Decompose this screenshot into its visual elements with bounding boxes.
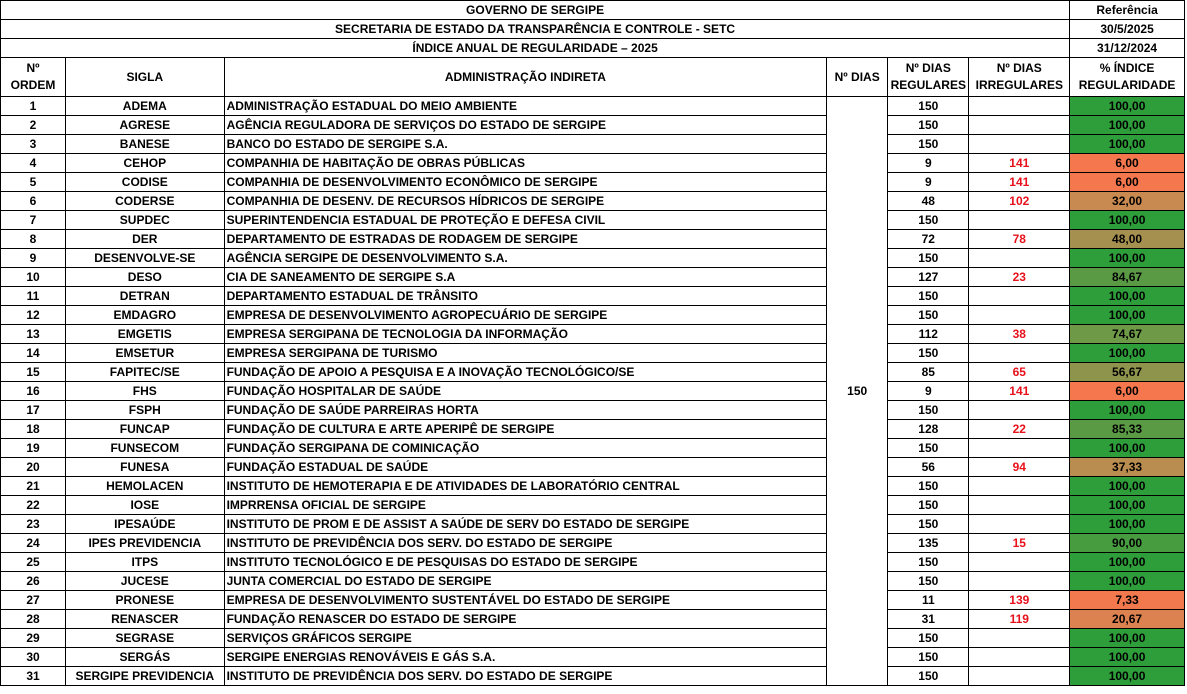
row-admin-name: SUPERINTENDENCIA ESTADUAL DE PROTEÇÃO E DEFESA CIVIL	[224, 211, 827, 230]
row-irregular-days	[969, 496, 1070, 515]
table-row	[1, 249, 1185, 268]
row-irregular-days: 119	[969, 610, 1070, 629]
table-row	[1, 553, 1185, 572]
total-days-cell: 150	[827, 97, 888, 686]
row-admin-name: FUNDAÇÃO DE APOIO A PESQUISA E A INOVAÇÃO TECNOLÓGICO/SE	[224, 363, 827, 382]
row-irregular-days: 15	[969, 534, 1070, 553]
row-index-value: 90,00	[1070, 534, 1185, 553]
row-sigla: SERGÁS	[66, 648, 225, 667]
row-admin-name: FUNDAÇÃO ESTADUAL DE SAÚDE	[224, 458, 827, 477]
row-ordem: 13	[1, 325, 66, 344]
table-row	[1, 344, 1185, 363]
row-regular-days: 150	[888, 211, 969, 230]
row-ordem: 6	[1, 192, 66, 211]
row-admin-name: SERVIÇOS GRÁFICOS SERGIPE	[224, 629, 827, 648]
row-admin-name: FUNDAÇÃO RENASCER DO ESTADO DE SERGIPE	[224, 610, 827, 629]
table-row	[1, 306, 1185, 325]
row-irregular-days: 22	[969, 420, 1070, 439]
table-row	[1, 287, 1185, 306]
row-regular-days: 150	[888, 249, 969, 268]
row-ordem: 26	[1, 572, 66, 591]
table-row	[1, 534, 1185, 553]
row-ordem: 23	[1, 515, 66, 534]
table-row	[1, 572, 1185, 591]
row-index-value: 100,00	[1070, 667, 1185, 686]
header-row-2	[1, 20, 1185, 39]
row-sigla: AGRESE	[66, 116, 225, 135]
row-index-value: 6,00	[1070, 173, 1185, 192]
row-regular-days: 11	[888, 591, 969, 610]
row-irregular-days: 65	[969, 363, 1070, 382]
row-sigla: DESENVOLVE-SE	[66, 249, 225, 268]
table-row	[1, 439, 1185, 458]
row-index-value: 100,00	[1070, 629, 1185, 648]
row-ordem: 16	[1, 382, 66, 401]
row-sigla: BANESE	[66, 135, 225, 154]
row-regular-days: 9	[888, 173, 969, 192]
column-header-row	[1, 58, 1185, 97]
row-index-value: 37,33	[1070, 458, 1185, 477]
row-sigla: SUPDEC	[66, 211, 225, 230]
row-sigla: ITPS	[66, 553, 225, 572]
row-regular-days: 56	[888, 458, 969, 477]
header-government: GOVERNO DE SERGIPE	[1, 1, 1070, 20]
row-regular-days: 150	[888, 477, 969, 496]
row-regular-days: 150	[888, 287, 969, 306]
table-row	[1, 230, 1185, 249]
table-row	[1, 591, 1185, 610]
row-ordem: 7	[1, 211, 66, 230]
table-row	[1, 325, 1185, 344]
table-row	[1, 515, 1185, 534]
header-row-3	[1, 39, 1185, 58]
row-sigla: FUNCAP	[66, 420, 225, 439]
row-admin-name: AGÊNCIA REGULADORA DE SERVIÇOS DO ESTADO DE SERGIPE	[224, 116, 827, 135]
row-ordem: 15	[1, 363, 66, 382]
row-irregular-days	[969, 648, 1070, 667]
row-ordem: 28	[1, 610, 66, 629]
row-irregular-days	[969, 344, 1070, 363]
row-ordem: 17	[1, 401, 66, 420]
row-regular-days: 150	[888, 306, 969, 325]
row-ordem: 2	[1, 116, 66, 135]
row-irregular-days: 141	[969, 173, 1070, 192]
row-irregular-days	[969, 553, 1070, 572]
row-irregular-days	[969, 287, 1070, 306]
row-index-value: 74,67	[1070, 325, 1185, 344]
row-admin-name: CIA DE SANEAMENTO DE SERGIPE S.A	[224, 268, 827, 287]
table-row	[1, 192, 1185, 211]
row-regular-days: 150	[888, 344, 969, 363]
row-index-value: 100,00	[1070, 572, 1185, 591]
table-row	[1, 382, 1185, 401]
row-irregular-days	[969, 515, 1070, 534]
row-irregular-days: 102	[969, 192, 1070, 211]
row-irregular-days: 139	[969, 591, 1070, 610]
row-admin-name: FUNDAÇÃO DE CULTURA E ARTE APERIPÊ DE SERGIPE	[224, 420, 827, 439]
row-ordem: 31	[1, 667, 66, 686]
row-irregular-days: 141	[969, 154, 1070, 173]
row-regular-days: 150	[888, 439, 969, 458]
row-admin-name: INSTITUTO DE PREVIDÊNCIA DOS SERV. DO ESTADO DE SERGIPE	[224, 667, 827, 686]
row-regular-days: 128	[888, 420, 969, 439]
table-row	[1, 420, 1185, 439]
row-irregular-days	[969, 97, 1070, 116]
row-admin-name: INSTITUTO DE PROM E DE ASSIST A SAÚDE DE SERV DO ESTADO DE SERGIPE	[224, 515, 827, 534]
row-admin-name: DEPARTAMENTO ESTADUAL DE TRÂNSITO	[224, 287, 827, 306]
table-row	[1, 268, 1185, 287]
row-ordem: 10	[1, 268, 66, 287]
row-index-value: 100,00	[1070, 439, 1185, 458]
row-irregular-days	[969, 667, 1070, 686]
row-regular-days: 9	[888, 154, 969, 173]
row-admin-name: EMPRESA DE DESENVOLVIMENTO AGROPECUÁRIO DE SERGIPE	[224, 306, 827, 325]
row-admin-name: INSTITUTO DE HEMOTERAPIA E DE ATIVIDADES DE LABORATÓRIO CENTRAL	[224, 477, 827, 496]
reference-date-1: 30/5/2025	[1070, 20, 1185, 39]
row-regular-days: 48	[888, 192, 969, 211]
row-sigla: IPESAÚDE	[66, 515, 225, 534]
row-irregular-days	[969, 572, 1070, 591]
row-ordem: 24	[1, 534, 66, 553]
row-admin-name: EMPRESA DE DESENVOLVIMENTO SUSTENTÁVEL DO ESTADO DE SERGIPE	[224, 591, 827, 610]
row-regular-days: 150	[888, 553, 969, 572]
row-index-value: 100,00	[1070, 401, 1185, 420]
row-irregular-days: 78	[969, 230, 1070, 249]
row-admin-name: INSTITUTO TECNOLÓGICO E DE PESQUISAS DO ESTADO DE SERGIPE	[224, 553, 827, 572]
row-sigla: DESO	[66, 268, 225, 287]
row-index-value: 84,67	[1070, 268, 1185, 287]
row-index-value: 100,00	[1070, 344, 1185, 363]
row-ordem: 21	[1, 477, 66, 496]
row-regular-days: 150	[888, 515, 969, 534]
col-header-dias: Nº DIAS	[827, 58, 888, 97]
table-row	[1, 173, 1185, 192]
row-admin-name: COMPANHIA DE DESENV. DE RECURSOS HÍDRICOS DE SERGIPE	[224, 192, 827, 211]
row-sigla: CODISE	[66, 173, 225, 192]
row-admin-name: EMPRESA SERGIPANA DE TECNOLOGIA DA INFORMAÇÃO	[224, 325, 827, 344]
row-index-value: 100,00	[1070, 97, 1185, 116]
table-row	[1, 363, 1185, 382]
row-irregular-days	[969, 629, 1070, 648]
row-index-value: 100,00	[1070, 553, 1185, 572]
row-ordem: 27	[1, 591, 66, 610]
row-regular-days: 150	[888, 648, 969, 667]
row-sigla: FHS	[66, 382, 225, 401]
row-regular-days: 150	[888, 667, 969, 686]
row-index-value: 85,33	[1070, 420, 1185, 439]
row-admin-name: EMPRESA SERGIPANA DE TURISMO	[224, 344, 827, 363]
reference-date-2: 31/12/2024	[1070, 39, 1185, 58]
row-index-value: 100,00	[1070, 287, 1185, 306]
row-index-value: 7,33	[1070, 591, 1185, 610]
row-index-value: 100,00	[1070, 496, 1185, 515]
row-admin-name: IMPRRENSA OFICIAL DE SERGIPE	[224, 496, 827, 515]
row-ordem: 29	[1, 629, 66, 648]
row-sigla: IOSE	[66, 496, 225, 515]
table-row	[1, 116, 1185, 135]
table-row	[1, 97, 1185, 116]
row-admin-name: COMPANHIA DE DESENVOLVIMENTO ECONÔMICO DE SERGIPE	[224, 173, 827, 192]
row-ordem: 20	[1, 458, 66, 477]
row-index-value: 48,00	[1070, 230, 1185, 249]
row-irregular-days: 141	[969, 382, 1070, 401]
row-admin-name: DEPARTAMENTO DE ESTRADAS DE RODAGEM DE SERGIPE	[224, 230, 827, 249]
row-regular-days: 150	[888, 496, 969, 515]
row-regular-days: 150	[888, 629, 969, 648]
row-irregular-days: 94	[969, 458, 1070, 477]
row-irregular-days	[969, 439, 1070, 458]
row-index-value: 6,00	[1070, 154, 1185, 173]
row-index-value: 56,67	[1070, 363, 1185, 382]
col-header-admin: ADMINISTRAÇÃO INDIRETA	[224, 58, 827, 97]
header-row-1	[1, 1, 1185, 20]
row-sigla: CEHOP	[66, 154, 225, 173]
row-index-value: 20,67	[1070, 610, 1185, 629]
row-regular-days: 9	[888, 382, 969, 401]
table-row	[1, 154, 1185, 173]
row-index-value: 100,00	[1070, 515, 1185, 534]
row-admin-name: BANCO DO ESTADO DE SERGIPE S.A.	[224, 135, 827, 154]
row-ordem: 22	[1, 496, 66, 515]
row-sigla: PRONESE	[66, 591, 225, 610]
row-irregular-days	[969, 249, 1070, 268]
row-ordem: 8	[1, 230, 66, 249]
row-sigla: JUCESE	[66, 572, 225, 591]
row-index-value: 100,00	[1070, 306, 1185, 325]
row-sigla: FUNSECOM	[66, 439, 225, 458]
row-ordem: 3	[1, 135, 66, 154]
row-regular-days: 112	[888, 325, 969, 344]
row-ordem: 9	[1, 249, 66, 268]
row-regular-days: 72	[888, 230, 969, 249]
table-row	[1, 667, 1185, 686]
row-admin-name: FUNDAÇÃO HOSPITALAR DE SAÚDE	[224, 382, 827, 401]
row-sigla: SERGIPE PREVIDENCIA	[66, 667, 225, 686]
row-irregular-days: 23	[969, 268, 1070, 287]
row-index-value: 100,00	[1070, 211, 1185, 230]
row-regular-days: 150	[888, 97, 969, 116]
row-regular-days: 135	[888, 534, 969, 553]
row-index-value: 6,00	[1070, 382, 1185, 401]
col-header-indice: % ÍNDICE REGULARIDADE	[1070, 58, 1185, 97]
table-row	[1, 477, 1185, 496]
row-sigla: IPES PREVIDENCIA	[66, 534, 225, 553]
row-irregular-days	[969, 211, 1070, 230]
row-regular-days: 150	[888, 401, 969, 420]
reference-label: Referência	[1070, 1, 1185, 20]
col-header-irregulares: Nº DIAS IRREGULARES	[969, 58, 1070, 97]
table-row	[1, 401, 1185, 420]
row-regular-days: 150	[888, 135, 969, 154]
row-index-value: 100,00	[1070, 135, 1185, 154]
row-admin-name: INSTITUTO DE PREVIDÊNCIA DOS SERV. DO ESTADO DE SERGIPE	[224, 534, 827, 553]
row-ordem: 5	[1, 173, 66, 192]
row-irregular-days	[969, 401, 1070, 420]
row-ordem: 11	[1, 287, 66, 306]
row-ordem: 12	[1, 306, 66, 325]
row-irregular-days	[969, 116, 1070, 135]
row-admin-name: JUNTA COMERCIAL DO ESTADO DE SERGIPE	[224, 572, 827, 591]
row-admin-name: SERGIPE ENERGIAS RENOVÁVEIS E GÁS S.A.	[224, 648, 827, 667]
row-sigla: ADEMA	[66, 97, 225, 116]
col-header-ordem: Nº ORDEM	[1, 58, 66, 97]
row-regular-days: 127	[888, 268, 969, 287]
row-admin-name: FUNDAÇÃO DE SAÚDE PARREIRAS HORTA	[224, 401, 827, 420]
row-sigla: DER	[66, 230, 225, 249]
row-regular-days: 85	[888, 363, 969, 382]
row-sigla: SEGRASE	[66, 629, 225, 648]
row-admin-name: COMPANHIA DE HABITAÇÃO DE OBRAS PÚBLICAS	[224, 154, 827, 173]
row-index-value: 100,00	[1070, 249, 1185, 268]
row-index-value: 32,00	[1070, 192, 1185, 211]
row-sigla: DETRAN	[66, 287, 225, 306]
row-irregular-days: 38	[969, 325, 1070, 344]
row-ordem: 4	[1, 154, 66, 173]
table-row	[1, 610, 1185, 629]
row-sigla: CODERSE	[66, 192, 225, 211]
row-sigla: FAPITEC/SE	[66, 363, 225, 382]
row-ordem: 14	[1, 344, 66, 363]
table-row	[1, 458, 1185, 477]
row-sigla: EMGETIS	[66, 325, 225, 344]
table-row	[1, 496, 1185, 515]
row-sigla: FUNESA	[66, 458, 225, 477]
table-row	[1, 629, 1185, 648]
row-regular-days: 150	[888, 116, 969, 135]
header-index-title: ÍNDICE ANUAL DE REGULARIDADE – 2025	[1, 39, 1070, 58]
row-sigla: EMSETUR	[66, 344, 225, 363]
row-admin-name: ADMINISTRAÇÃO ESTADUAL DO MEIO AMBIENTE	[224, 97, 827, 116]
row-irregular-days	[969, 477, 1070, 496]
row-index-value: 100,00	[1070, 477, 1185, 496]
row-admin-name: AGÊNCIA SERGIPE DE DESENVOLVIMENTO S.A.	[224, 249, 827, 268]
table-row	[1, 135, 1185, 154]
row-regular-days: 31	[888, 610, 969, 629]
col-header-regulares: Nº DIAS REGULARES	[888, 58, 969, 97]
table-row	[1, 211, 1185, 230]
row-ordem: 30	[1, 648, 66, 667]
row-irregular-days	[969, 135, 1070, 154]
row-index-value: 100,00	[1070, 116, 1185, 135]
row-ordem: 1	[1, 97, 66, 116]
header-secretariat: SECRETARIA DE ESTADO DA TRANSPARÊNCIA E CONTROLE - SETC	[1, 20, 1070, 39]
row-ordem: 18	[1, 420, 66, 439]
row-index-value: 100,00	[1070, 648, 1185, 667]
row-irregular-days	[969, 306, 1070, 325]
col-header-sigla: SIGLA	[66, 58, 225, 97]
row-admin-name: FUNDAÇÃO SERGIPANA DE COMINICAÇÃO	[224, 439, 827, 458]
row-ordem: 25	[1, 553, 66, 572]
row-sigla: RENASCER	[66, 610, 225, 629]
row-regular-days: 150	[888, 572, 969, 591]
row-sigla: EMDAGRO	[66, 306, 225, 325]
row-sigla: FSPH	[66, 401, 225, 420]
table-row	[1, 648, 1185, 667]
row-ordem: 19	[1, 439, 66, 458]
row-sigla: HEMOLACEN	[66, 477, 225, 496]
